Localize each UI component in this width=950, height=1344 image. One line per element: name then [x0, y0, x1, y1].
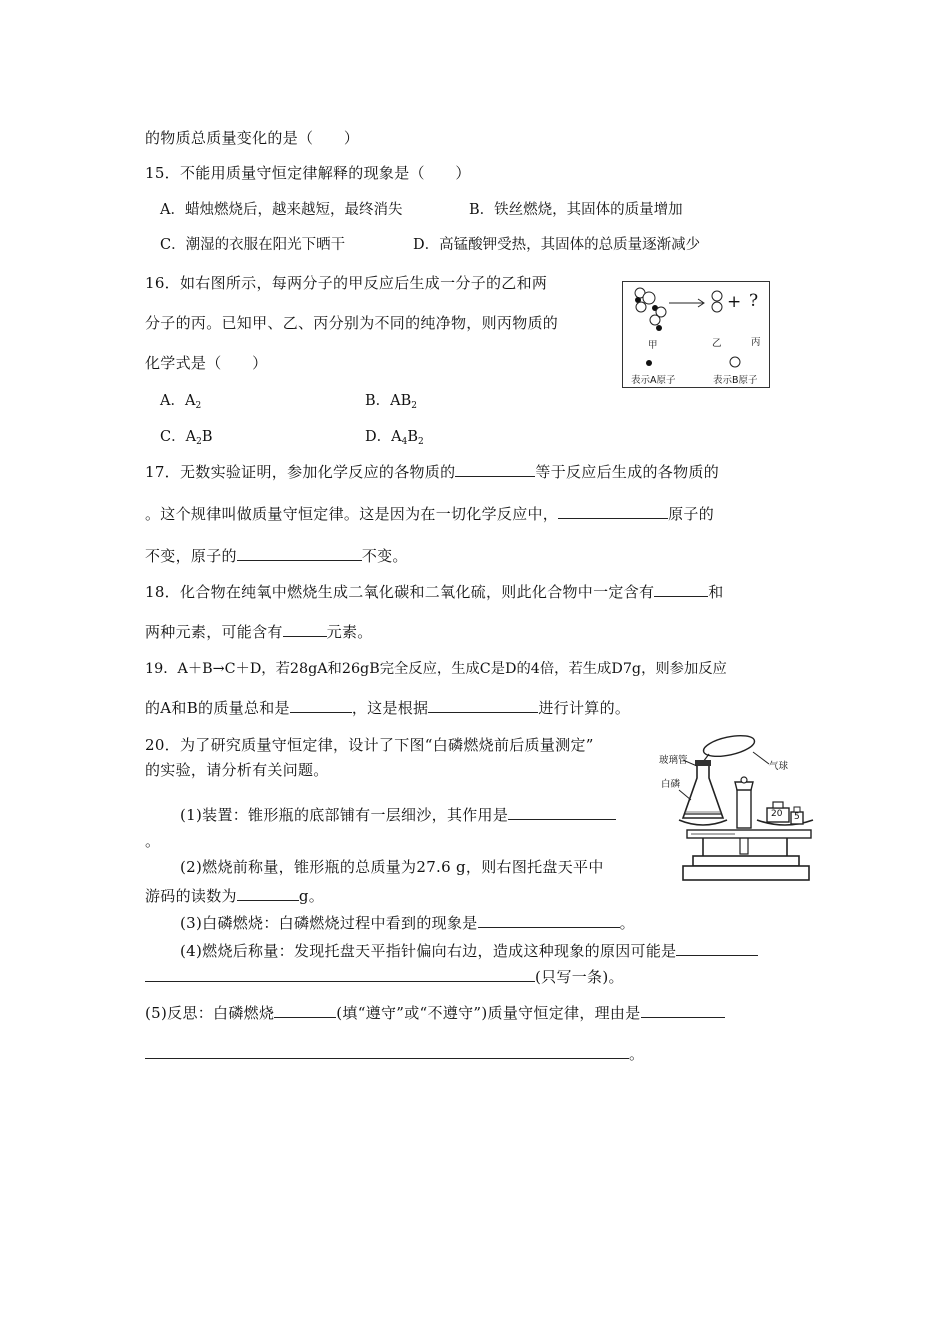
label-yi: 乙 [712, 338, 722, 349]
answer-blank[interactable] [290, 697, 352, 713]
answer-blank[interactable] [237, 545, 362, 561]
question-17-line2: 。这个规律叫做质量守恒定律。这是因为在一切化学反应中， 原子的 [145, 505, 715, 523]
question-18-line2: 两种元素，可能含有 元素。 [145, 623, 373, 641]
answer-blank[interactable] [676, 940, 758, 956]
question-16-option-c: C．$A_2B$ [160, 429, 213, 447]
question-20-part1-end: 。 [145, 832, 161, 850]
legend-b-atom: 表示B原子 [713, 375, 758, 386]
question-16-option-d: D．$A_4B_2$ [365, 429, 424, 447]
question-16-stem-line2: 分子的丙。已知甲、乙、丙分别为不同的纯净物，则丙物质的 [145, 314, 559, 332]
question-19-line2: 的A和B的质量总和是 ，这是根据 进行计算的。 [145, 699, 631, 717]
plus-sign: + [727, 292, 742, 312]
question-15-option-a: A．蜡烛燃烧后，越来越短，最终消失 [160, 202, 403, 218]
answer-blank[interactable] [237, 885, 299, 901]
label-white-phosphorus: 白磷 [661, 779, 681, 790]
question-20-part2-line1: (2)燃烧前称量，锥形瓶的总质量为27.6 g，则右图托盘天平中 [180, 858, 604, 876]
question-20-part1: (1)装置：锥形瓶的底部铺有一层细沙，其作用是 [180, 804, 616, 825]
question-20-part2-line2: 游码的读数为 g。 [145, 887, 325, 905]
question-20-part5-line2: 。 [145, 1043, 644, 1064]
answer-blank[interactable] [558, 503, 668, 519]
answer-blank[interactable] [641, 1002, 725, 1018]
question-14-tail: 的物质总质量变化的是（ ） [145, 129, 360, 147]
label-glass-tube: 玻璃管 [659, 755, 688, 766]
answer-blank[interactable] [455, 461, 535, 477]
answer-blank[interactable] [145, 1043, 629, 1059]
question-15-option-c: C．潮湿的衣服在阳光下晒干 [160, 237, 346, 253]
question-20-part3: (3)白磷燃烧：白磷燃烧过程中看到的现象是 。 [180, 914, 635, 932]
answer-blank[interactable] [145, 966, 535, 982]
balance-apparatus-figure [657, 734, 817, 884]
label-bing: 丙 [751, 337, 761, 348]
question-16-stem-line3: 化学式是（ ） [145, 354, 268, 372]
question-20-part4-line2: (只写一条)。 [145, 966, 624, 987]
question-20-part5-line1: (5)反思：白磷燃烧 (填“遵守”或“不遵守”)质量守恒定律，理由是 [145, 1002, 725, 1023]
answer-blank[interactable] [508, 804, 616, 820]
label-jia: 甲 [648, 340, 658, 351]
question-16-option-b: B．$AB_2$ [365, 393, 418, 411]
question-17-line3: 不变，原子的 不变。 [145, 547, 408, 565]
question-19-line1: 19．A＋B→C＋D，若28gA和26gB完全反应，生成C是D的4倍，若生成D7g，则参加反应 [145, 661, 727, 677]
question-15-stem: 15．不能用质量守恒定律解释的现象是（ ） [145, 164, 471, 182]
weight-5: 5 [794, 812, 800, 822]
question-17-line1: 17．无数实验证明，参加化学反应的各物质的 等于反应后生成的各物质的 [145, 463, 719, 481]
answer-blank[interactable] [274, 1002, 336, 1018]
answer-blank[interactable] [283, 621, 327, 637]
question-20-part4-line1: (4)燃烧后称量：发现托盘天平指针偏向右边，造成这种现象的原因可能是 [180, 940, 758, 961]
question-15-option-b: B．铁丝燃烧，其固体的质量增加 [469, 202, 683, 218]
reaction-diagram [622, 281, 770, 388]
question-16-option-a: A．$A_2$ [160, 393, 202, 411]
label-balloon: 气球 [769, 761, 789, 772]
answer-blank[interactable] [478, 912, 620, 928]
question-15-option-d: D．高锰酸钾受热，其固体的总质量逐渐减少 [413, 237, 701, 253]
weight-20: 20 [771, 809, 783, 819]
answer-blank[interactable] [654, 581, 708, 597]
question-20-line1: 20．为了研究质量守恒定律，设计了下图“白磷燃烧前后质量测定” [145, 736, 594, 754]
unknown-product-mark: ? [749, 291, 759, 311]
question-16-stem-line1: 16．如右图所示，每两分子的甲反应后生成一分子的乙和两 [145, 274, 548, 292]
legend-a-atom: 表示A原子 [631, 375, 676, 386]
answer-blank[interactable] [428, 697, 538, 713]
question-18-line1: 18．化合物在纯氧中燃烧生成二氧化碳和二氧化硫，则此化合物中一定含有 和 [145, 583, 724, 601]
question-20-line2: 的实验，请分析有关问题。 [145, 761, 329, 779]
